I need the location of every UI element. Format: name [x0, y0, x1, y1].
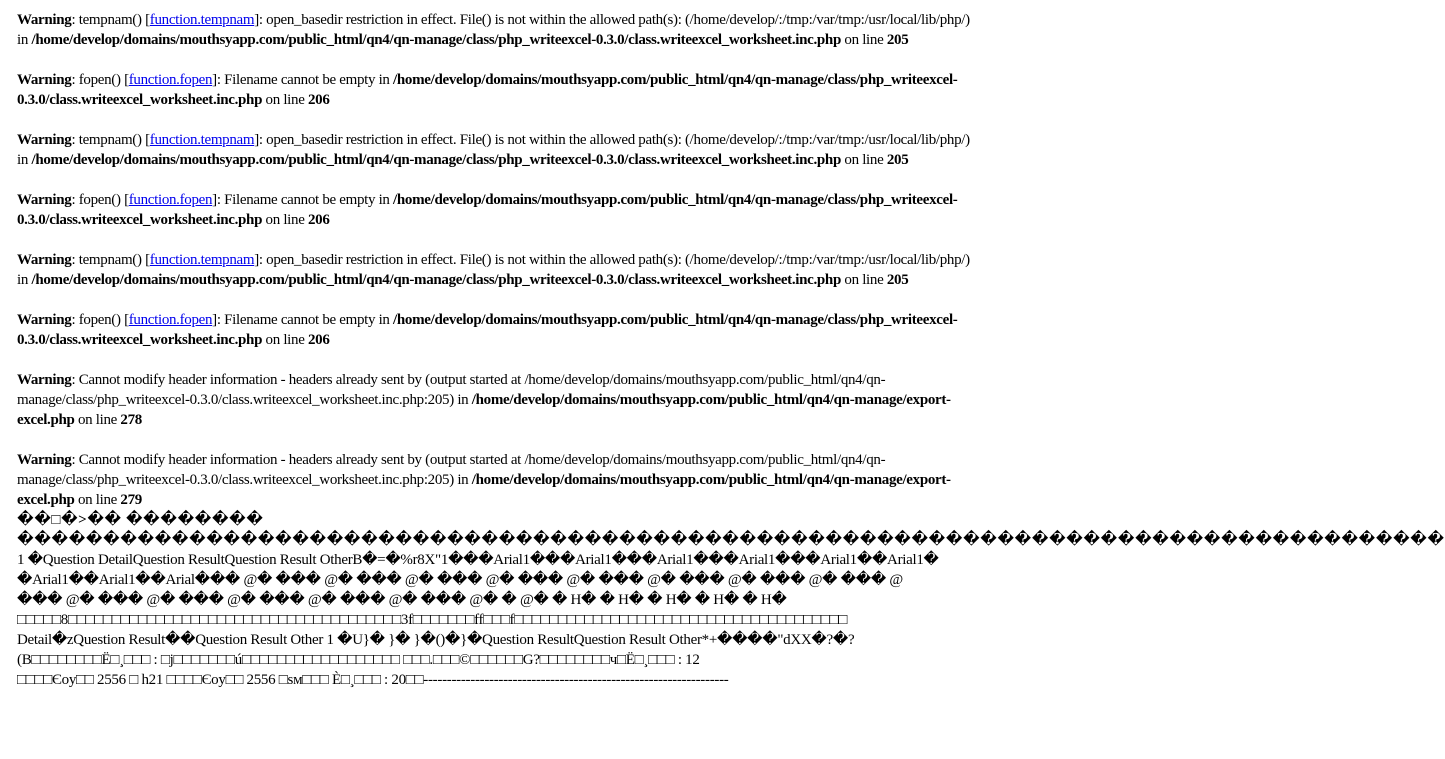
warning-line-number: 206	[307, 212, 330, 228]
warning-function: tempnam()	[78, 12, 142, 28]
warning-label: Warning	[17, 132, 72, 148]
function-doc-link[interactable]: function.tempnam	[149, 12, 255, 28]
binary-output-line: □□□□Єoy□□ 2556 □ һ21 □□□□Єoy□□ 2556 □ѕм□□□ È□¸□□□ : 20□□-----------------------------------------------------------------	[17, 672, 729, 688]
warning-label: Warning	[17, 372, 72, 388]
warning-line-number: 206	[307, 92, 330, 108]
warning-prefix-text: :	[71, 12, 79, 28]
warning-file-path: /home/develop/domains/mouthsyapp.com/public_html/qn4/qn-manage/class/php_writeexcel-0.3.0/class.writeexcel_worksheet.inc.php	[31, 272, 841, 288]
header-warning-block	[17, 370, 977, 430]
warning-file-path: /home/develop/domains/mouthsyapp.com/public_html/qn4/qn-manage/export-excel.php	[17, 392, 951, 428]
function-doc-link[interactable]: function.fopen	[128, 312, 213, 328]
binary-output-line: ��� @� ��� @� ��� @� ��� @� ��� @� ��� @� � @� � H� � H� � H� � H� � H�	[17, 592, 787, 608]
warning-file-path: /home/develop/domains/mouthsyapp.com/public_html/qn4/qn-manage/export-excel.php	[17, 472, 951, 508]
binary-output-line: Detail�zQuestion Result��Question Result Other 1 �U}� }� }�()�}�Question ResultQuestion Result Other*+����"dXX�?�?	[17, 632, 855, 648]
warning-on-line-text: on line	[262, 212, 308, 228]
warning-function: tempnam()	[78, 252, 142, 268]
warning-prefix-text: :	[71, 72, 79, 88]
warning-on-line-text: on line	[840, 152, 887, 168]
warning-line-number: 279	[120, 492, 142, 508]
warning-label: Warning	[17, 12, 72, 28]
binary-output-line: (B□□□□□□□□Ë□¸□□□ : □j□□□□□□□ú□□□□□□□□□□□□□□□□□□ □□□.□□□©□□□□□□G?□□□□□□□□ч□Ë□¸□□□ : 12	[17, 652, 700, 668]
warning-message: : open_basedir restriction in effect. File() is not within the allowed path(s): (/home/develop/:/tmp:/var/tmp:/usr/local/lib/php/) in	[17, 12, 970, 48]
warning-file-path: /home/develop/domains/mouthsyapp.com/public_html/qn4/qn-manage/class/php_writeexcel-0.3.0/class.writeexcel_worksheet.inc.php	[17, 192, 958, 228]
warning-file-path: /home/develop/domains/mouthsyapp.com/public_html/qn4/qn-manage/class/php_writeexcel-0.3.0/class.writeexcel_worksheet.inc.php	[31, 32, 841, 48]
binary-output-line: �����������������������������������������������������������������������������������	[17, 532, 1445, 548]
warning-on-line-text: on line	[262, 92, 308, 108]
warning-label: Warning	[17, 72, 72, 88]
header-warning-block	[17, 450, 977, 510]
binary-output-line: �Arial1��Arial1��Arial��� @� ��� @� ��� @� ��� @� ��� @� ��� @� ��� @� ��� @� ��� @	[17, 572, 903, 588]
warning-function: fopen()	[78, 72, 121, 88]
warning-file-path: /home/develop/domains/mouthsyapp.com/public_html/qn4/qn-manage/class/php_writeexcel-0.3.0/class.writeexcel_worksheet.inc.php	[17, 312, 958, 348]
warning-file-path: /home/develop/domains/mouthsyapp.com/public_html/qn4/qn-manage/class/php_writeexcel-0.3.0/class.writeexcel_worksheet.inc.php	[31, 152, 841, 168]
warning-prefix-text: :	[71, 192, 79, 208]
warning-line-number: 205	[886, 32, 909, 48]
warning-on-line-text: on line	[74, 492, 121, 508]
warning-block: Warning: tempnam() [function.tempnam]: open_basedir restriction in effect. File() is not within the allowed path(s): (/home/develop/:/tmp:/var/tmp:/usr/local/lib/php/) in /home/develop/domains/mouthsyapp.com/public_html/qn4/qn-manage/class/php_writeexcel-0.3.0/class.writeexcel_worksheet.inc.php on line 205	[17, 132, 970, 168]
warning-on-line-text: on line	[840, 32, 887, 48]
function-doc-link[interactable]: function.tempnam	[149, 132, 255, 148]
warning-function: tempnam()	[78, 132, 142, 148]
warning-line-number: 205	[886, 272, 909, 288]
binary-output-line: □□□□□8□□□□□□□□□□□□□□□□□□□□□□□□□□□□□□□□□□□□□□3f□□□□□□□ff□□□f□□□□□□□□□□□□□□□□□□□□□□□□□□□□□□□□□□□□□□	[17, 612, 848, 628]
warning-label: Warning	[17, 192, 72, 208]
warning-on-line-text: on line	[262, 332, 308, 348]
warning-function: fopen()	[78, 192, 121, 208]
warning-line-number: 278	[120, 412, 142, 428]
warning-block: Warning: tempnam() [function.tempnam]: open_basedir restriction in effect. File() is not within the allowed path(s): (/home/develop/:/tmp:/var/tmp:/usr/local/lib/php/) in /home/develop/domains/mouthsyapp.com/public_html/qn4/qn-manage/class/php_writeexcel-0.3.0/class.writeexcel_worksheet.inc.php on line 205	[17, 12, 970, 48]
warning-label: Warning	[17, 252, 72, 268]
function-doc-link[interactable]: function.tempnam	[149, 252, 255, 268]
warning-message: : Filename cannot be empty in	[216, 312, 394, 328]
warning-message: : open_basedir restriction in effect. File() is not within the allowed path(s): (/home/develop/:/tmp:/var/tmp:/usr/local/lib/php/) in	[17, 252, 970, 288]
warning-label: Warning	[17, 452, 72, 468]
warning-block: Warning: fopen() [function.fopen]: Filename cannot be empty in /home/develop/domains/mouthsyapp.com/public_html/qn4/qn-manage/class/php_writeexcel-0.3.0/class.writeexcel_worksheet.inc.php on line 206	[17, 312, 958, 348]
function-doc-link[interactable]: function.fopen	[128, 72, 213, 88]
warning-file-path: /home/develop/domains/mouthsyapp.com/public_html/qn4/qn-manage/class/php_writeexcel-0.3.0/class.writeexcel_worksheet.inc.php	[17, 72, 958, 108]
warning-on-line-text: on line	[74, 412, 121, 428]
warning-label: Warning	[17, 312, 72, 328]
warning-message: : open_basedir restriction in effect. File() is not within the allowed path(s): (/home/develop/:/tmp:/var/tmp:/usr/local/lib/php/) in	[17, 132, 970, 168]
warning-message: : Filename cannot be empty in	[216, 192, 394, 208]
warning-message: : Filename cannot be empty in	[216, 72, 394, 88]
binary-output	[17, 510, 1445, 690]
warning-message: : Cannot modify header information - headers already sent by (output started at /home/develop/domains/mouthsyapp.com/public_html/qn4/qn-manage/class/php_writeexcel-0.3.0/class.writeexcel_worksheet.inc.php:205) in	[17, 372, 886, 408]
warning-line-number: 205	[886, 152, 909, 168]
warning-block: Warning: fopen() [function.fopen]: Filename cannot be empty in /home/develop/domains/mouthsyapp.com/public_html/qn4/qn-manage/class/php_writeexcel-0.3.0/class.writeexcel_worksheet.inc.php on line 206	[17, 192, 958, 228]
warning-prefix-text: :	[71, 132, 79, 148]
warning-on-line-text: on line	[840, 272, 887, 288]
warning-message: : Cannot modify header information - headers already sent by (output started at /home/develop/domains/mouthsyapp.com/public_html/qn4/qn-manage/class/php_writeexcel-0.3.0/class.writeexcel_worksheet.inc.php:205) in	[17, 452, 886, 488]
function-doc-link[interactable]: function.fopen	[128, 192, 213, 208]
warning-prefix-text: :	[71, 312, 79, 328]
warning-function: fopen()	[78, 312, 121, 328]
warning-block: Warning: fopen() [function.fopen]: Filename cannot be empty in /home/develop/domains/mouthsyapp.com/public_html/qn4/qn-manage/class/php_writeexcel-0.3.0/class.writeexcel_worksheet.inc.php on line 206	[17, 72, 958, 108]
warning-line-number: 206	[307, 332, 330, 348]
binary-output-line: 1 �Question DetailQuestion ResultQuestion Result OtherB�=�%r8X"1���Arial1���Arial1���Arial1���Arial1���Arial1��Arial1�	[17, 552, 939, 568]
binary-output-line: ��□�>�� ��������	[17, 512, 264, 528]
warning-prefix-text: :	[71, 252, 79, 268]
warning-block: Warning: tempnam() [function.tempnam]: open_basedir restriction in effect. File() is not within the allowed path(s): (/home/develop/:/tmp:/var/tmp:/usr/local/lib/php/) in /home/develop/domains/mouthsyapp.com/public_html/qn4/qn-manage/class/php_writeexcel-0.3.0/class.writeexcel_worksheet.inc.php on line 205	[17, 252, 970, 288]
